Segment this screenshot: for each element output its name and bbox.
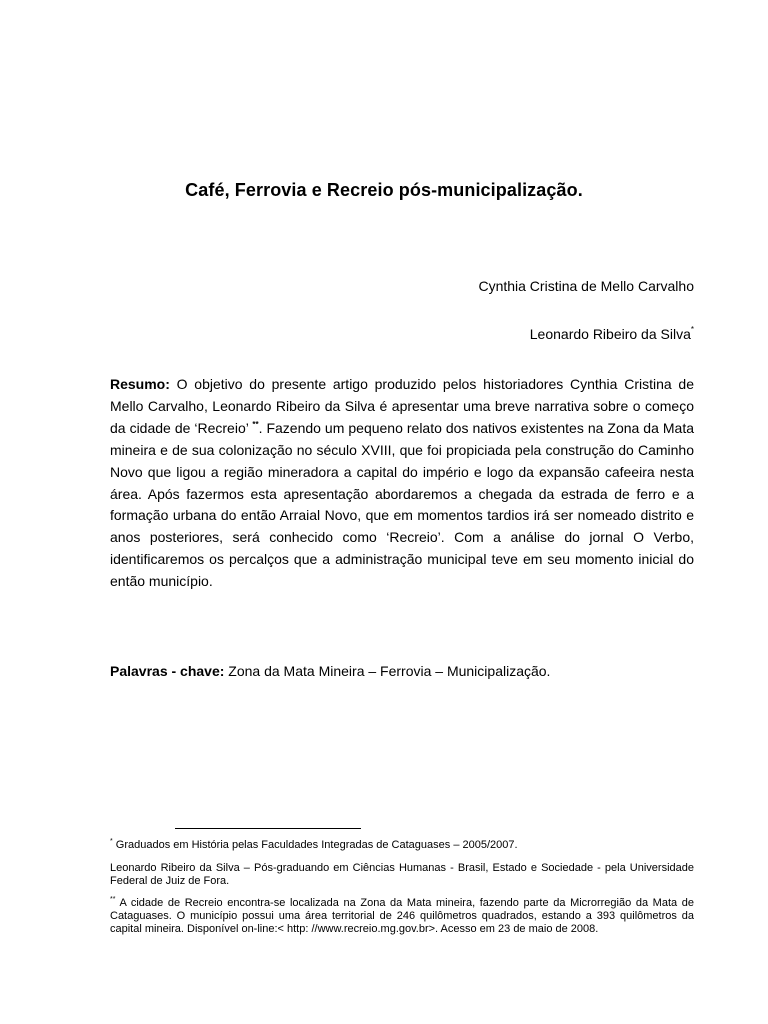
author-leonardo: [530, 326, 694, 342]
keywords-text: Zona da Mata Mineira – Ferrovia – Municipalização.: [224, 663, 551, 679]
author-footnote-mark: *: [690, 325, 694, 334]
keywords-line: [110, 663, 550, 679]
footnote-separator: [175, 828, 361, 829]
author-leonardo-name: Leonardo Ribeiro da Silva: [529, 326, 691, 342]
abstract-label: Resumo:: [110, 376, 170, 392]
abstract-text-part2: . Fazendo um pequeno relato dos nativos existentes na Zona da Mata mineira e de sua colonização no século XVIII, que foi propiciada pela construção do Caminho Novo que ligou a região mineradora a capital do império e logo da expansão cafeeira nesta área. Após fazermos esta apresentação abordaremos a chegada da estrada de ferro e a formação urbana do então Arraial Novo, que em momentos tardios irá ser nomeado distrito e anos posteriores, será conhecido como ‘Recreio’. Com a análise do jornal O Verbo, identificaremos os percalços que a administração municipal teve em seu momento inicial do então município.: [110, 419, 694, 590]
author-cynthia: Cynthia Cristina de Mello Carvalho: [478, 278, 694, 294]
footnote-3: [110, 897, 694, 935]
footnote-3-text: A cidade de Recreio encontra-se localizada na Zona da Mata mineira, fazendo parte da Microrregião da Mata de Cataguases. O município possui uma área territorial de 246 quilômetros quadrados, estando a 393 quilômetros da capital mineira. Disponível on-line:< http: //www.recreio.mg.gov.br>. Acesso em 23 de maio de 2008.: [110, 897, 694, 935]
footnote-3-mark: **: [110, 896, 116, 903]
abstract-footnote-mark: **: [252, 419, 259, 429]
abstract-text-part1: O objetivo do presente artigo produzido pelos historiadores Cynthia Cristina de Mello Carvalho, Leonardo Ribeiro da Silva é apresentar uma breve narrativa sobre o começo da cidade de ‘Recreio’: [110, 376, 694, 436]
footnote-1-mark: *: [110, 838, 113, 845]
footnote-2: Leonardo Ribeiro da Silva – Pós-graduando em Ciências Humanas - Brasil, Estado e Sociedade - pela Universidade Federal de Juiz de Fora.: [110, 862, 694, 887]
abstract-paragraph: [110, 374, 694, 593]
keywords-label: Palavras - chave:: [110, 663, 225, 679]
footnote-1: [110, 839, 694, 852]
footnote-1-text: Graduados em História pelas Faculdades Integradas de Cataguases – 2005/2007.: [112, 839, 518, 851]
paper-title: Café, Ferrovia e Recreio pós-municipalização.: [185, 180, 583, 200]
